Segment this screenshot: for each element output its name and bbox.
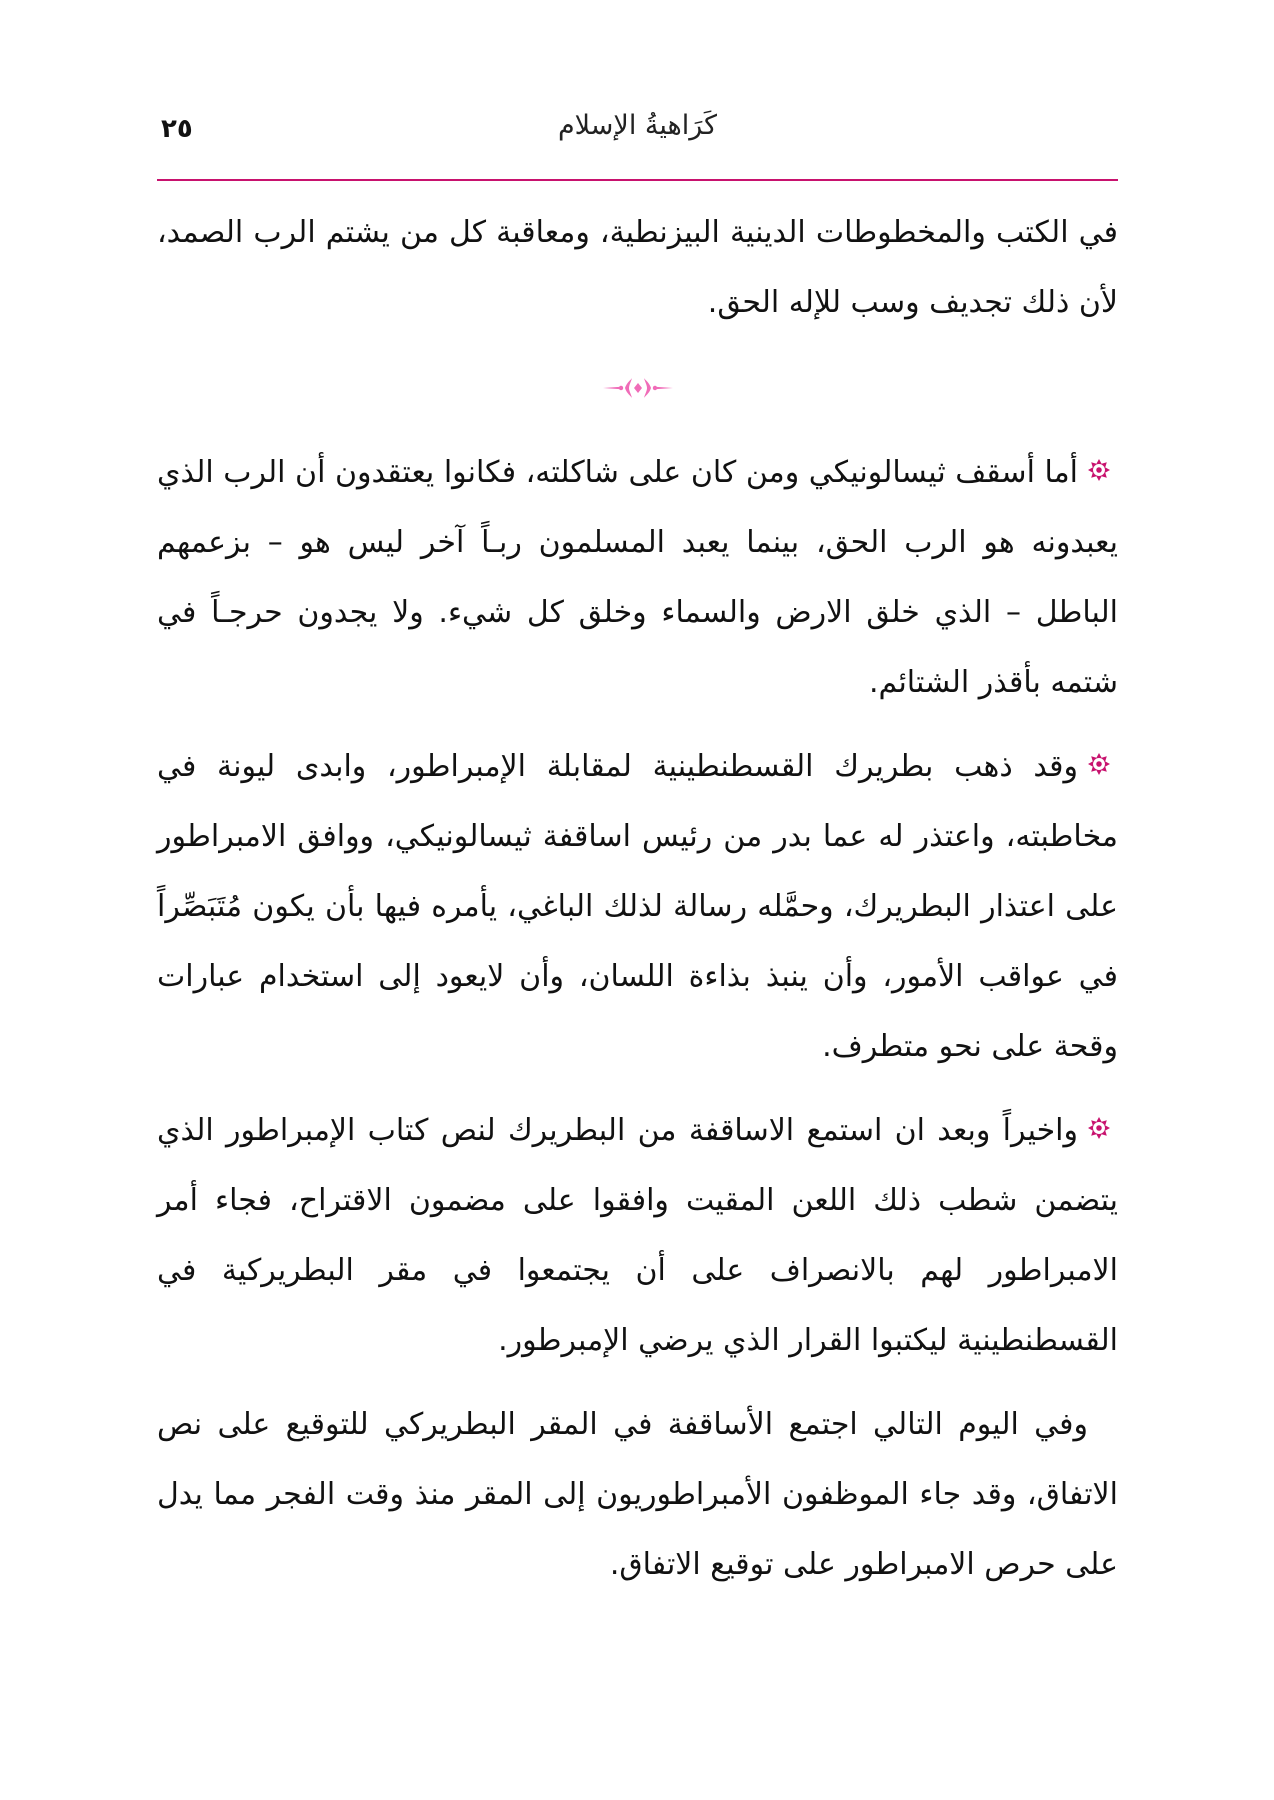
octagram-bullet-icon: [1088, 459, 1110, 481]
paragraph: [157, 1390, 1118, 1600]
paragraph-text: وقد ذهب بطريرك القسطنطينية لمقابلة الإمبراطور، وابدى ليونة في مخاطبته، واعتذر له عما بدر من رئيس اساقفة ثيسالونيكي، ووافق الامبراطور على اعتذار البطريرك، وحمَّله رسالة لذلك الباغي، يأمره فيها بأن يكون مُتَبَصِّراً في عواقب الأمور، وأن ينبذ بذاءة اللسان، وأن لايعود إلى استخدام عبارات وقحة على نحو متطرف.: [157, 749, 1118, 1064]
octagram-bullet-icon: [1088, 753, 1110, 775]
paragraph-text: وفي اليوم التالي اجتمع الأساقفة في المقر البطريركي للتوقيع على نص الاتفاق، وقد جاء الموظفون الأمبراطوريون إلى المقر منذ وقت الفجر مما يدل على حرص الامبراطور على توقيع الاتفاق.: [157, 1407, 1118, 1582]
page-header: [157, 100, 1118, 180]
header-rule: [157, 179, 1118, 181]
paragraph-text: أما أسقف ثيسالونيكي ومن كان على شاكلته، فكانوا يعتقدون أن الرب الذي يعبدونه هو الرب الحق، بينما يعبد المسلمون ربـاً آخر ليس هو – بزعمهم الباطل – الذي خلق الارض والسماء وخلق كل شيء. ولا يجدون حرجـاً في شتمه بأقذر الشتائم.: [157, 455, 1118, 700]
section-divider: [157, 338, 1118, 438]
octagram-bullet-icon: [1088, 1117, 1110, 1139]
paragraph: [157, 1096, 1118, 1376]
floral-divider-icon: [601, 377, 675, 399]
page-number: ٢٥: [161, 114, 193, 144]
running-title: كَرَاهيةُ الإسلام: [557, 110, 718, 141]
page-body: [157, 198, 1118, 1600]
paragraph: [157, 732, 1118, 1082]
paragraph-text: في الكتب والمخطوطات الدينية البيزنطية، ومعاقبة كل من يشتم الرب الصمد، لأن ذلك تجديف وسب للإله الحق.: [157, 215, 1118, 320]
paragraph: [157, 198, 1118, 338]
paragraph-text: واخيراً وبعد ان استمع الاساقفة من البطريرك لنص كتاب الإمبراطور الذي يتضمن شطب ذلك اللعن المقيت وافقوا على مضمون الاقتراح، فجاء أمر الامبراطور لهم بالانصراف على أن يجتمعوا في مقر البطريركية في القسطنطينية ليكتبوا القرار الذي يرضي الإمبرطور.: [157, 1113, 1118, 1358]
paragraph: [157, 438, 1118, 718]
